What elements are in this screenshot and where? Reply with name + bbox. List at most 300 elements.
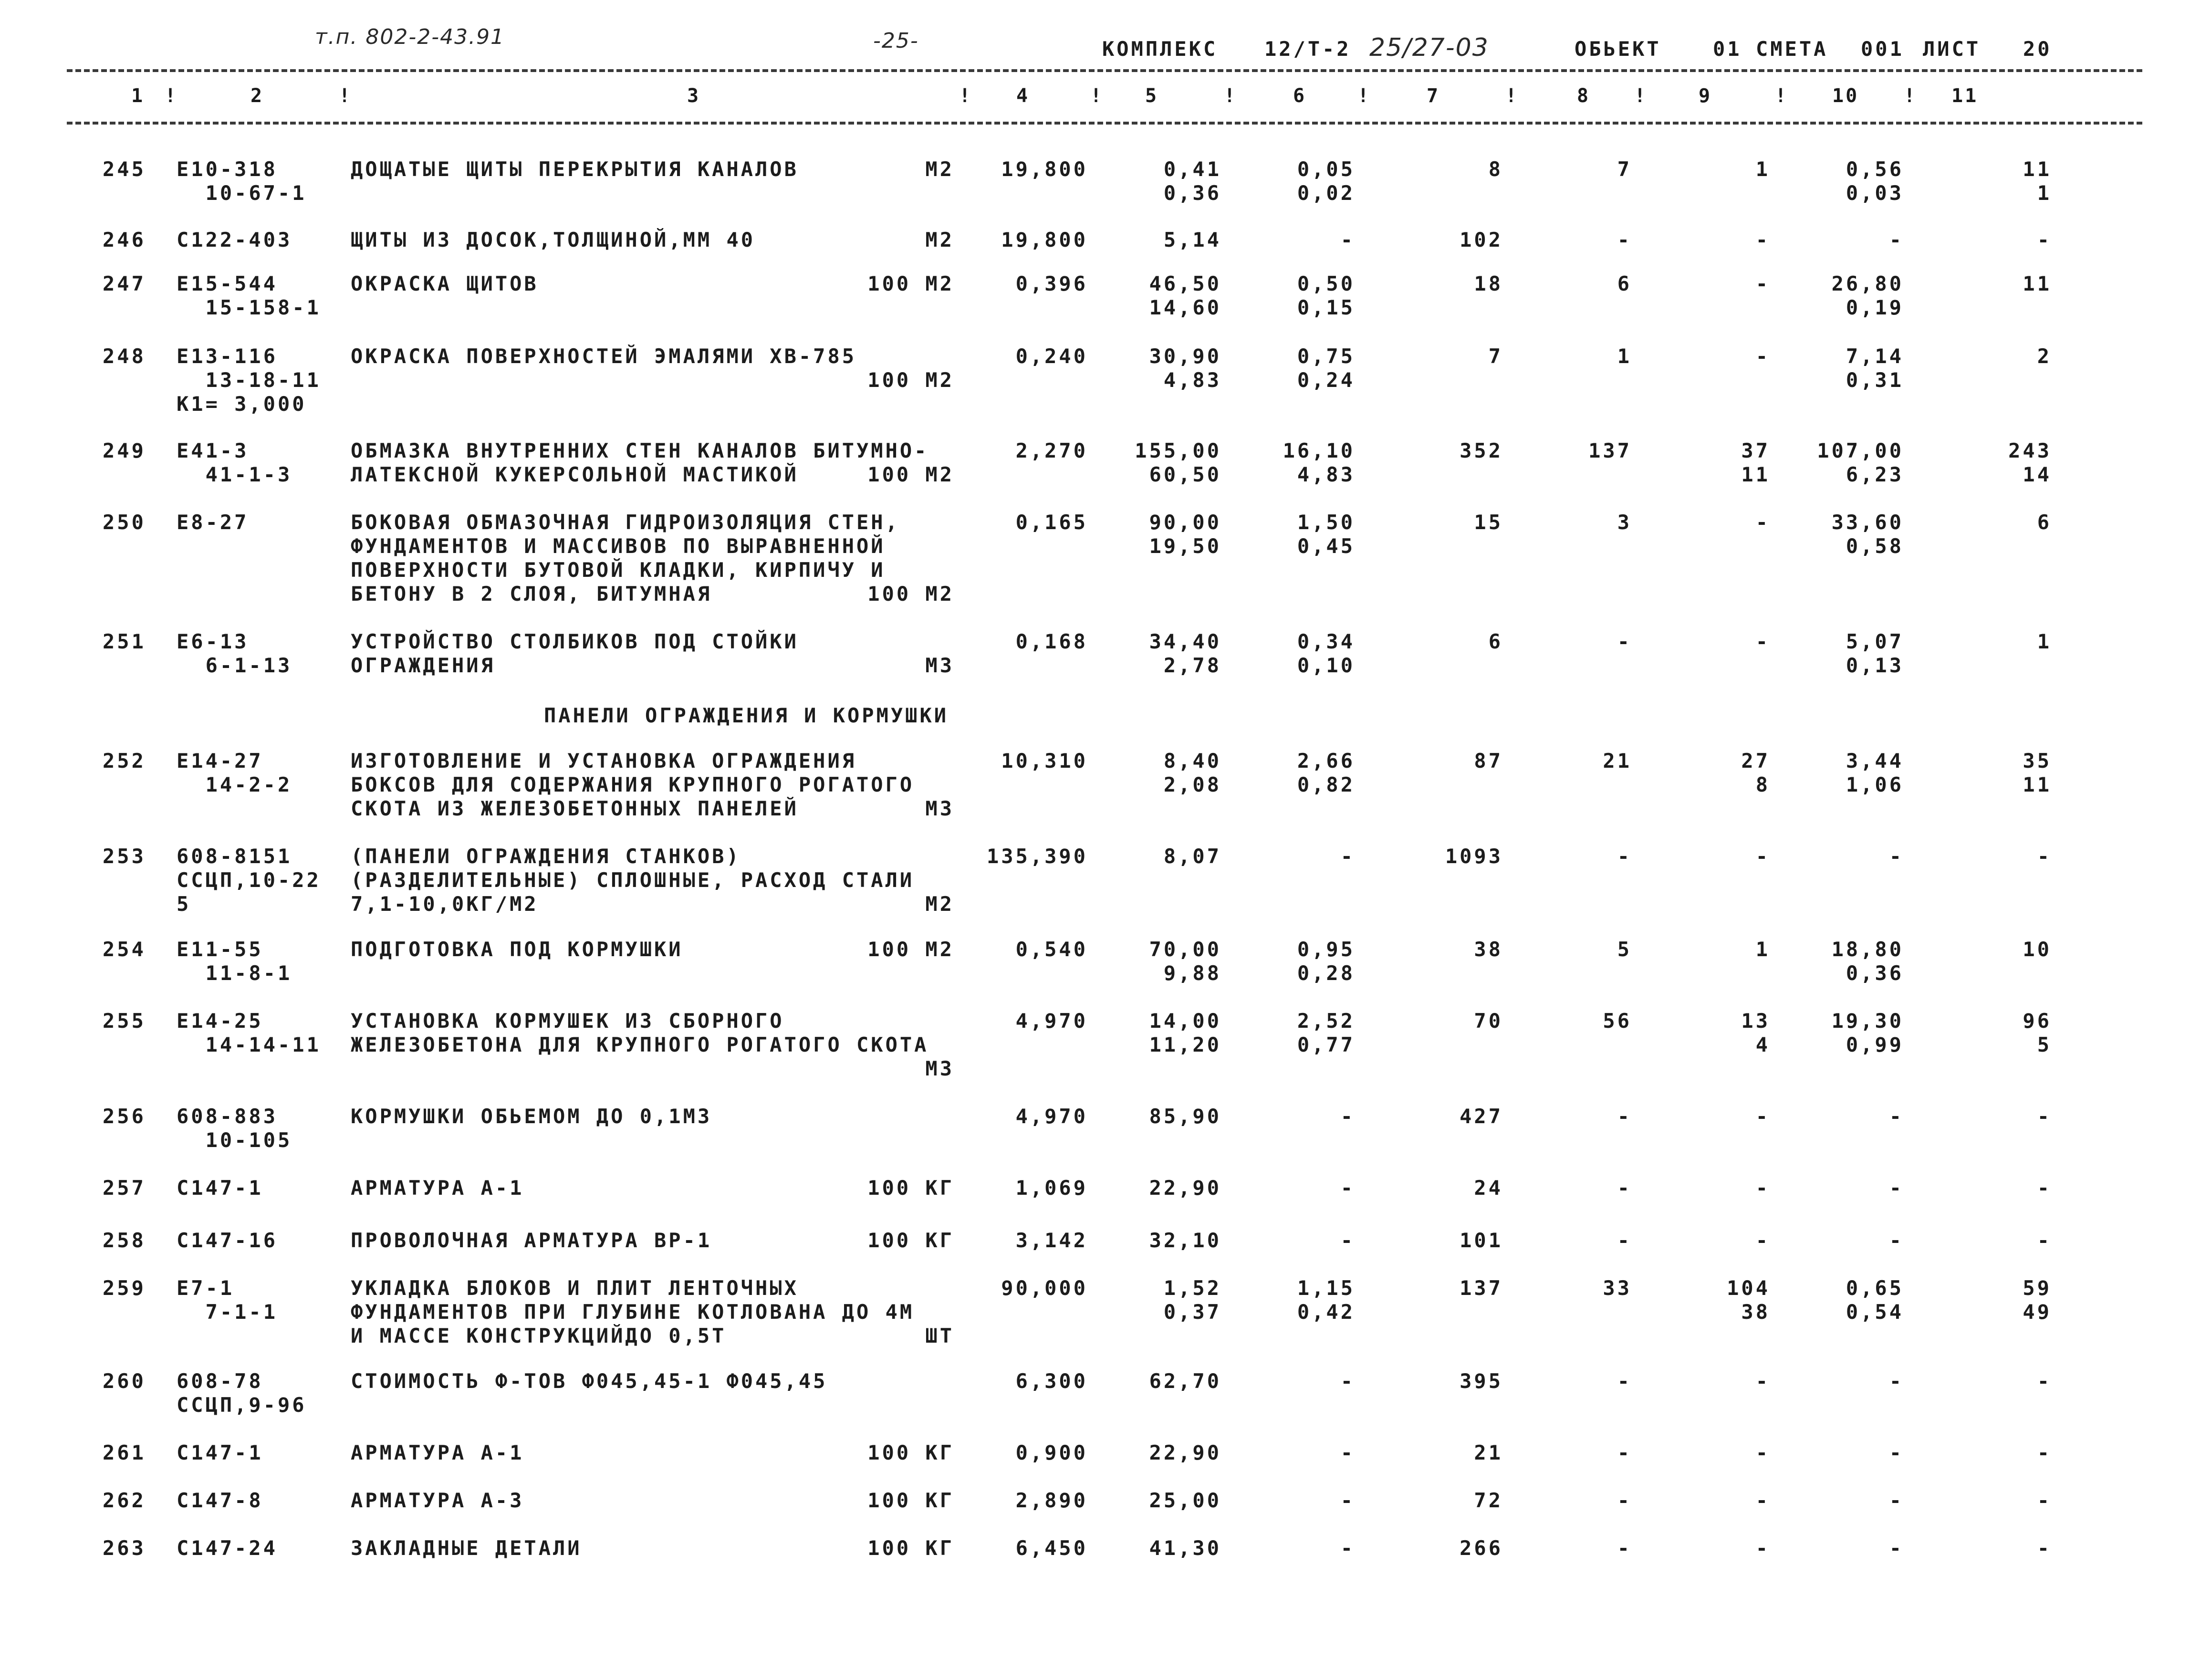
row-description: СКОТА ИЗ ЖЕЛЕЗОБЕТОННЫХ ПАНЕЛЕЙ — [351, 797, 799, 820]
row-col5: 9,88 — [1163, 961, 1221, 985]
row-quantity: 2,270 — [1015, 439, 1088, 462]
complex-handwritten: 25/27-03 — [1369, 33, 1489, 62]
row-col10: 6,23 — [1846, 463, 1904, 486]
row-col11: 14 — [2023, 463, 2052, 486]
row-col8: - — [1617, 1105, 1632, 1128]
row-col5: 41,30 — [1149, 1536, 1221, 1560]
row-col10: 1,06 — [1846, 773, 1904, 796]
row-number: 250 — [103, 511, 146, 534]
row-unit: 100 КГ — [867, 1489, 954, 1512]
row-description: УКЛАДКА БЛОКОВ И ПЛИТ ЛЕНТОЧНЫХ — [351, 1276, 799, 1300]
row-number: 262 — [103, 1489, 146, 1512]
row-quantity: 6,450 — [1015, 1536, 1088, 1560]
row-col11: 1 — [2037, 181, 2052, 205]
row-number: 249 — [103, 439, 146, 462]
row-col6: 0,10 — [1297, 654, 1355, 677]
row-col7: 8 — [1488, 157, 1503, 181]
row-unit: М2 — [925, 228, 954, 251]
row-col9: 1 — [1755, 157, 1770, 181]
row-col6: 1,50 — [1297, 511, 1355, 534]
row-description: ДОЩАТЫЕ ЩИТЫ ПЕРЕКРЫТИЯ КАНАЛОВ — [351, 157, 799, 181]
row-col8: - — [1617, 845, 1632, 868]
column-separator: ! — [1775, 85, 1787, 107]
row-col6: - — [1340, 1489, 1355, 1512]
row-col7: 87 — [1474, 749, 1503, 772]
row-col10: - — [1889, 228, 1904, 251]
row-code: 11-8-1 — [177, 961, 292, 985]
row-col6: 1,15 — [1297, 1276, 1355, 1300]
row-col10: 0,03 — [1846, 181, 1904, 205]
row-col11: 1 — [2037, 630, 2052, 653]
row-col5: 11,20 — [1149, 1033, 1221, 1056]
row-col5: 0,41 — [1163, 157, 1221, 181]
row-col9: - — [1755, 228, 1770, 251]
row-number: 256 — [103, 1105, 146, 1128]
object-label: ОБЬЕКТ — [1575, 37, 1661, 61]
row-number: 254 — [103, 938, 146, 961]
row-quantity: 0,168 — [1015, 630, 1088, 653]
row-col5: 4,83 — [1163, 368, 1221, 392]
row-col6: 0,45 — [1297, 534, 1355, 558]
document-code: т.п. 802-2-43.91 — [315, 25, 505, 49]
row-number: 257 — [103, 1176, 146, 1200]
row-quantity: 6,300 — [1015, 1369, 1088, 1393]
row-col5: 22,90 — [1149, 1441, 1221, 1464]
row-col5: 22,90 — [1149, 1176, 1221, 1200]
row-col8: - — [1617, 630, 1632, 653]
complex-value: 12/Т-2 — [1264, 37, 1351, 61]
row-description: ПОВЕРХНОСТИ БУТОВОЙ КЛАДКИ, КИРПИЧУ И — [351, 558, 886, 582]
row-code: 5 — [177, 892, 191, 916]
row-description: ОБМАЗКА ВНУТРЕННИХ СТЕН КАНАЛОВ БИТУМНО- — [351, 439, 929, 462]
row-description: УСТРОЙСТВО СТОЛБИКОВ ПОД СТОЙКИ — [351, 630, 799, 653]
row-unit: М3 — [925, 797, 954, 820]
row-code: С147-8 — [177, 1489, 263, 1512]
row-quantity: 0,540 — [1015, 938, 1088, 961]
row-col7: 427 — [1460, 1105, 1503, 1128]
row-col10: 26,80 — [1831, 272, 1904, 295]
row-description: ПРОВОЛОЧНАЯ АРМАТУРА ВР-1 — [351, 1229, 712, 1252]
row-code: 608-8151 — [177, 845, 292, 868]
row-col8: - — [1617, 1229, 1632, 1252]
row-col11: - — [2037, 228, 2052, 251]
smeta-value: 001 — [1861, 37, 1904, 61]
row-col6: 0,28 — [1297, 961, 1355, 985]
row-unit: М2 — [925, 157, 954, 181]
row-code: 6-1-13 — [177, 654, 292, 677]
row-number: 246 — [103, 228, 146, 251]
row-col5: 155,00 — [1135, 439, 1221, 462]
row-quantity: 0,396 — [1015, 272, 1088, 295]
row-col6: 0,95 — [1297, 938, 1355, 961]
row-col6: 0,02 — [1297, 181, 1355, 205]
row-col10: 7,14 — [1846, 344, 1904, 368]
row-number: 251 — [103, 630, 146, 653]
row-number: 245 — [103, 157, 146, 181]
row-description: (ПАНЕЛИ ОГРАЖДЕНИЯ СТАНКОВ) — [351, 845, 741, 868]
row-code: Е15-544 — [177, 272, 278, 295]
row-unit: М2 — [925, 892, 954, 916]
row-col11: - — [2037, 1369, 2052, 1393]
row-col5: 1,52 — [1163, 1276, 1221, 1300]
row-code: С147-24 — [177, 1536, 278, 1560]
row-col6: 0,75 — [1297, 344, 1355, 368]
row-col11: - — [2037, 1105, 2052, 1128]
row-col7: 70 — [1474, 1009, 1503, 1033]
row-code: 608-883 — [177, 1105, 278, 1128]
row-description: 7,1-10,0КГ/М2 — [351, 892, 539, 916]
row-col6: - — [1340, 845, 1355, 868]
row-description: ЩИТЫ ИЗ ДОСОК,ТОЛЩИНОЙ,ММ 40 — [351, 228, 756, 251]
row-number: 248 — [103, 344, 146, 368]
row-col5: 70,00 — [1149, 938, 1221, 961]
row-col9: - — [1755, 344, 1770, 368]
row-col8: 7 — [1617, 157, 1632, 181]
row-col6: 16,10 — [1283, 439, 1355, 462]
row-unit: 100 М2 — [867, 368, 954, 392]
row-col10: 19,30 — [1831, 1009, 1904, 1033]
row-col7: 102 — [1460, 228, 1503, 251]
row-description: СТОИМОСТЬ Ф-ТОВ Ф045,45-1 Ф045,45 — [351, 1369, 828, 1393]
row-code: ССЦП,10-22 — [177, 868, 321, 892]
row-col9: 13 — [1741, 1009, 1770, 1033]
row-col7: 21 — [1474, 1441, 1503, 1464]
row-unit: 100 М2 — [867, 463, 954, 486]
row-col10: 33,60 — [1831, 511, 1904, 534]
row-col10: 0,13 — [1846, 654, 1904, 677]
row-col7: 1093 — [1445, 845, 1503, 868]
row-col5: 90,00 — [1149, 511, 1221, 534]
row-col6: - — [1340, 1369, 1355, 1393]
row-col5: 19,50 — [1149, 534, 1221, 558]
row-col9: 11 — [1741, 463, 1770, 486]
row-col11: 11 — [2023, 773, 2052, 796]
row-description: БОКСОВ ДЛЯ СОДЕРЖАНИЯ КРУПНОГО РОГАТОГО — [351, 773, 915, 796]
row-quantity: 10,310 — [1001, 749, 1088, 772]
row-col5: 85,90 — [1149, 1105, 1221, 1128]
row-number: 260 — [103, 1369, 146, 1393]
row-col10: 18,80 — [1831, 938, 1904, 961]
row-col11: - — [2037, 845, 2052, 868]
row-col8: 3 — [1617, 511, 1632, 534]
row-col7: 137 — [1460, 1276, 1503, 1300]
row-col6: 2,66 — [1297, 749, 1355, 772]
row-col7: 24 — [1474, 1176, 1503, 1200]
row-col5: 62,70 — [1149, 1369, 1221, 1393]
column-separator: ! — [165, 85, 177, 107]
row-col6: - — [1340, 1105, 1355, 1128]
row-col5: 5,14 — [1163, 228, 1221, 251]
row-code: Е7-1 — [177, 1276, 235, 1300]
column-separator: ! — [959, 85, 971, 107]
row-col9: 8 — [1755, 773, 1770, 796]
row-col5: 8,40 — [1163, 749, 1221, 772]
row-description: ФУНДАМЕНТОВ И МАССИВОВ ПО ВЫРАВНЕННОЙ — [351, 534, 886, 558]
row-col5: 2,78 — [1163, 654, 1221, 677]
row-number: 247 — [103, 272, 146, 295]
row-col10: 0,36 — [1846, 961, 1904, 985]
row-col6: 0,05 — [1297, 157, 1355, 181]
row-col9: - — [1755, 1489, 1770, 1512]
row-col6: 0,15 — [1297, 296, 1355, 319]
row-description: ОГРАЖДЕНИЯ — [351, 654, 495, 677]
row-col7: 18 — [1474, 272, 1503, 295]
row-col6: - — [1340, 1441, 1355, 1464]
row-code: С147-16 — [177, 1229, 278, 1252]
row-col5: 46,50 — [1149, 272, 1221, 295]
row-quantity: 0,165 — [1015, 511, 1088, 534]
row-quantity: 3,142 — [1015, 1229, 1088, 1252]
row-col8: 137 — [1588, 439, 1632, 462]
page-number: -25- — [873, 29, 919, 53]
row-col11: 2 — [2037, 344, 2052, 368]
row-col7: 352 — [1460, 439, 1503, 462]
row-col9: - — [1755, 630, 1770, 653]
row-col5: 34,40 — [1149, 630, 1221, 653]
row-col8: - — [1617, 1441, 1632, 1464]
row-code: 15-158-1 — [177, 296, 321, 319]
row-col11: 11 — [2023, 272, 2052, 295]
row-code: Е13-116 — [177, 344, 278, 368]
row-col5: 0,37 — [1163, 1300, 1221, 1324]
row-col9: - — [1755, 511, 1770, 534]
row-col5: 14,60 — [1149, 296, 1221, 319]
row-col10: 0,31 — [1846, 368, 1904, 392]
row-description: ПОДГОТОВКА ПОД КОРМУШКИ — [351, 938, 683, 961]
row-col6: 0,34 — [1297, 630, 1355, 653]
row-code: 13-18-11 — [177, 368, 321, 392]
row-code: Е41-3 — [177, 439, 249, 462]
row-col5: 60,50 — [1149, 463, 1221, 486]
row-number: 253 — [103, 845, 146, 868]
smeta-label: СМЕТА — [1756, 37, 1828, 61]
row-col9: - — [1755, 1105, 1770, 1128]
row-col8: - — [1617, 1369, 1632, 1393]
column-header-2: 2 — [250, 85, 264, 107]
row-description: КОРМУШКИ ОБЬЕМОМ ДО 0,1М3 — [351, 1105, 712, 1128]
row-unit: 100 КГ — [867, 1229, 954, 1252]
row-description: ЛАТЕКСНОЙ КУКЕРСОЛЬНОЙ МАСТИКОЙ — [351, 463, 799, 486]
row-number: 258 — [103, 1229, 146, 1252]
column-separator: ! — [1357, 85, 1369, 107]
row-col7: 266 — [1460, 1536, 1503, 1560]
row-col6: 0,50 — [1297, 272, 1355, 295]
row-unit: 100 КГ — [867, 1536, 954, 1560]
row-code: К1= 3,000 — [177, 392, 307, 416]
row-col8: 5 — [1617, 938, 1632, 961]
row-col6: - — [1340, 228, 1355, 251]
row-description: АРМАТУРА А-3 — [351, 1489, 524, 1512]
complex-label: КОМПЛЕКС — [1102, 37, 1218, 61]
row-code: 41-1-3 — [177, 463, 292, 486]
row-unit: ШТ — [925, 1324, 954, 1347]
column-header-5: 5 — [1145, 85, 1159, 107]
row-quantity: 4,970 — [1015, 1009, 1088, 1033]
row-description: УСТАНОВКА КОРМУШЕК ИЗ СБОРНОГО — [351, 1009, 784, 1033]
column-separator: ! — [1090, 85, 1102, 107]
row-col6: 0,82 — [1297, 773, 1355, 796]
row-col5: 2,08 — [1163, 773, 1221, 796]
column-header-10: 10 — [1832, 85, 1859, 107]
row-col5: 14,00 — [1149, 1009, 1221, 1033]
row-col11: 6 — [2037, 511, 2052, 534]
row-col7: 72 — [1474, 1489, 1503, 1512]
row-unit: 100 КГ — [867, 1441, 954, 1464]
row-col11: - — [2037, 1229, 2052, 1252]
row-col6: - — [1340, 1176, 1355, 1200]
row-col10: - — [1889, 1369, 1904, 1393]
row-quantity: 0,240 — [1015, 344, 1088, 368]
row-col9: - — [1755, 272, 1770, 295]
row-col10: 0,99 — [1846, 1033, 1904, 1056]
row-code: 7-1-1 — [177, 1300, 278, 1324]
row-col10: - — [1889, 1441, 1904, 1464]
sheet-label: ЛИСТ — [1923, 37, 1981, 61]
row-description: ОКРАСКА ПОВЕРХНОСТЕЙ ЭМАЛЯМИ ХВ-785 — [351, 344, 857, 368]
row-col7: 395 — [1460, 1369, 1503, 1393]
row-col8: - — [1617, 1536, 1632, 1560]
row-col8: 56 — [1603, 1009, 1632, 1033]
row-col5: 30,90 — [1149, 344, 1221, 368]
row-col10: - — [1889, 1176, 1904, 1200]
row-code: Е8-27 — [177, 511, 249, 534]
row-code: 608-78 — [177, 1369, 263, 1393]
column-separator: ! — [1634, 85, 1646, 107]
row-description: ОКРАСКА ЩИТОВ — [351, 272, 539, 295]
row-col6: 0,77 — [1297, 1033, 1355, 1056]
object-value: 01 — [1713, 37, 1742, 61]
row-col10: 107,00 — [1817, 439, 1904, 462]
row-code: Е10-318 — [177, 157, 278, 181]
row-quantity: 0,900 — [1015, 1441, 1088, 1464]
row-description: ИЗГОТОВЛЕНИЕ И УСТАНОВКА ОГРАЖДЕНИЯ — [351, 749, 857, 772]
row-unit: 100 М2 — [867, 582, 954, 605]
row-description: И МАССЕ КОНСТРУКЦИЙДО 0,5Т — [351, 1324, 727, 1347]
row-col11: 96 — [2023, 1009, 2052, 1033]
row-col8: 6 — [1617, 272, 1632, 295]
row-description: ЖЕЛЕЗОБЕТОНА ДЛЯ КРУПНОГО РОГАТОГО СКОТА — [351, 1033, 929, 1056]
column-header-6: 6 — [1293, 85, 1307, 107]
row-col7: 38 — [1474, 938, 1503, 961]
column-header-7: 7 — [1427, 85, 1440, 107]
row-col6: 0,42 — [1297, 1300, 1355, 1324]
row-col10: 0,58 — [1846, 534, 1904, 558]
row-col9: 27 — [1741, 749, 1770, 772]
row-unit: 100 М2 — [867, 938, 954, 961]
row-col6: - — [1340, 1536, 1355, 1560]
row-description: ФУНДАМЕНТОВ ПРИ ГЛУБИНЕ КОТЛОВАНА ДО 4М — [351, 1300, 915, 1324]
row-col9: 104 — [1727, 1276, 1770, 1300]
row-col9: - — [1755, 1536, 1770, 1560]
row-col11: 59 — [2023, 1276, 2052, 1300]
column-header-8: 8 — [1577, 85, 1591, 107]
row-code: С147-1 — [177, 1441, 263, 1464]
row-quantity: 19,800 — [1001, 157, 1088, 181]
row-col11: 35 — [2023, 749, 2052, 772]
row-quantity: 2,890 — [1015, 1489, 1088, 1512]
row-col11: - — [2037, 1441, 2052, 1464]
row-col11: - — [2037, 1176, 2052, 1200]
row-code: 10-105 — [177, 1128, 292, 1152]
row-quantity: 19,800 — [1001, 228, 1088, 251]
row-col8: 21 — [1603, 749, 1632, 772]
row-col9: 38 — [1741, 1300, 1770, 1324]
row-quantity: 90,000 — [1001, 1276, 1088, 1300]
row-col9: 4 — [1755, 1033, 1770, 1056]
row-col9: - — [1755, 1441, 1770, 1464]
row-col11: 5 — [2037, 1033, 2052, 1056]
row-number: 259 — [103, 1276, 146, 1300]
row-col10: - — [1889, 845, 1904, 868]
row-code: Е14-27 — [177, 749, 263, 772]
row-col11: 11 — [2023, 157, 2052, 181]
row-col11: - — [2037, 1489, 2052, 1512]
section-title: ПАНЕЛИ ОГРАЖДЕНИЯ И КОРМУШКИ — [544, 704, 949, 727]
row-col11: - — [2037, 1536, 2052, 1560]
row-col7: 7 — [1488, 344, 1503, 368]
row-col9: - — [1755, 845, 1770, 868]
row-col9: 1 — [1755, 938, 1770, 961]
row-code: С122-403 — [177, 228, 292, 251]
row-col8: - — [1617, 228, 1632, 251]
row-description: ЗАКЛАДНЫЕ ДЕТАЛИ — [351, 1536, 582, 1560]
row-col8: 1 — [1617, 344, 1632, 368]
row-col10: - — [1889, 1536, 1904, 1560]
row-col9: - — [1755, 1229, 1770, 1252]
row-col7: 101 — [1460, 1229, 1503, 1252]
column-header-3: 3 — [687, 85, 701, 107]
row-code: 14-2-2 — [177, 773, 292, 796]
column-header-1: 1 — [131, 85, 145, 107]
row-code: ССЦП,9-96 — [177, 1393, 307, 1417]
row-col10: - — [1889, 1105, 1904, 1128]
row-col5: 0,36 — [1163, 181, 1221, 205]
row-col9: 37 — [1741, 439, 1770, 462]
column-header-4: 4 — [1016, 85, 1030, 107]
column-separator: ! — [1904, 85, 1916, 107]
row-quantity: 4,970 — [1015, 1105, 1088, 1128]
row-col8: - — [1617, 1176, 1632, 1200]
sheet-value: 20 — [2023, 37, 2052, 61]
row-col10: - — [1889, 1489, 1904, 1512]
row-description: БЕТОНУ В 2 СЛОЯ, БИТУМНАЯ — [351, 582, 712, 605]
row-col7: 6 — [1488, 630, 1503, 653]
column-header-11: 11 — [1951, 85, 1979, 107]
row-number: 252 — [103, 749, 146, 772]
row-col5: 25,00 — [1149, 1489, 1221, 1512]
row-col9: - — [1755, 1176, 1770, 1200]
column-separator: ! — [339, 85, 351, 107]
row-col10: 0,56 — [1846, 157, 1904, 181]
row-code: 14-14-11 — [177, 1033, 321, 1056]
row-col6: - — [1340, 1229, 1355, 1252]
row-description: БОКОВАЯ ОБМАЗОЧНАЯ ГИДРОИЗОЛЯЦИЯ СТЕН, — [351, 511, 900, 534]
row-col9: - — [1755, 1369, 1770, 1393]
row-col6: 0,24 — [1297, 368, 1355, 392]
column-separator: ! — [1505, 85, 1517, 107]
row-code: С147-1 — [177, 1176, 263, 1200]
row-col10: 0,19 — [1846, 296, 1904, 319]
row-code: Е14-25 — [177, 1009, 263, 1033]
row-col10: 0,65 — [1846, 1276, 1904, 1300]
row-col11: 10 — [2023, 938, 2052, 961]
row-col6: 4,83 — [1297, 463, 1355, 486]
row-col5: 32,10 — [1149, 1229, 1221, 1252]
row-quantity: 135,390 — [986, 845, 1088, 868]
row-col11: 243 — [2008, 439, 2052, 462]
row-col6: 2,52 — [1297, 1009, 1355, 1033]
row-unit: 100 М2 — [867, 272, 954, 295]
